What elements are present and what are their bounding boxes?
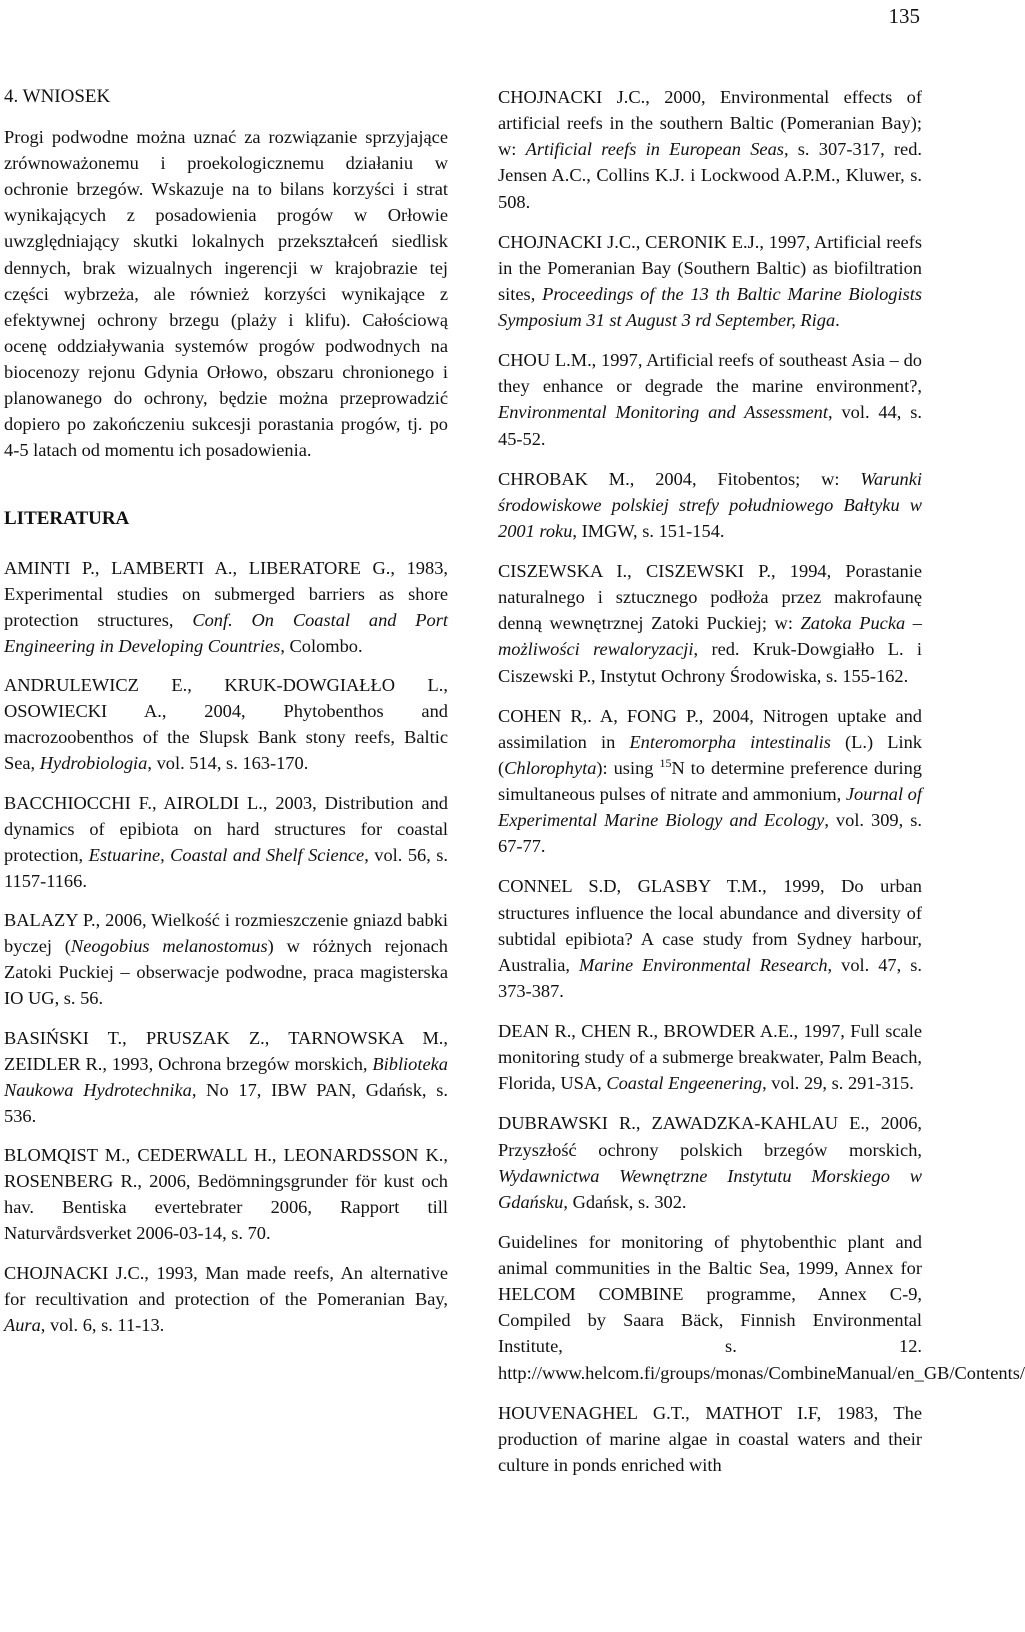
reference-entry: CHOJNACKI J.C., CERONIK E.J., 1997, Artificial reefs in the Pomeranian Bay (Southern Baltic) as biofiltration sites, Proceedings of the 13 th Baltic Marine Biologists Symposium 31 st August 3 rd September, Riga. (498, 231, 922, 330)
reference-entry: CHOU L.M., 1997, Artificial reefs of southeast Asia – do they enhance or degrade the marine environment?, Environmental Monitoring and Assessment, vol. 44, s. 45-52. (498, 350, 922, 449)
reference-entry: BALAZY P., 2006, Wielkość i rozmieszczenie gniazd babki byczej (Neogobius melanostomus) w różnych rejonach Zatoki Puckiej – obserwacje podwodne, praca magisterska IO UG, s. 56. (4, 910, 448, 1009)
reference-entry: HOUVENAGHEL G.T., MATHOT I.F, 1983, The production of marine algae in coastal waters and their culture in ponds enriched with (498, 1402, 922, 1475)
left-column (4, 84, 448, 1351)
reference-entry: Guidelines for monitoring of phytobenthic plant and animal communities in the Baltic Sea, 1999, Annex for HELCOM COMBINE programme, Annex C-9, Compiled by Saara Bäck, Finnish Environmental Institute, s. 12. http://www.helcom.fi/groups/monas/CombineManual/en_GB/Contents/ (498, 1231, 1025, 1383)
literature-heading: LITERATURA (4, 507, 130, 529)
reference-entry: DUBRAWSKI R., ZAWADZKA-KAHLAU E., 2006, Przyszłość ochrony polskich brzegów morskich, Wydawnictwa Wewnętrzne Instytutu Morskiego w Gdańsku, Gdańsk, s. 302. (498, 1113, 922, 1212)
reference-entry: CHROBAK M., 2004, Fitobentos; w: Warunki środowiskowe polskiej strefy południowego Bałtyku w 2001 roku, IMGW, s. 151-154. (498, 468, 922, 541)
right-column (498, 84, 1025, 1492)
reference-entry: BLOMQIST M., CEDERWALL H., LEONARDSSON K., ROSENBERG R., 2006, Bedömningsgrunder för kust och hav. Bentiska evertebrater 2006, Rapport till Naturvårdsverket 2006-03-14, s. 70. (4, 1145, 448, 1244)
page-number: 135 (888, 4, 920, 28)
conclusion-paragraph: Progi podwodne można uznać za rozwiązanie sprzyjające zrównoważonemu i proekologicznemu działaniu w ochronie brzegów. Wskazuje na to bilans korzyści i strat wynikających z posadowienia progów w Orłowie uwzględniający skutki lokalnych przekształceń siedlisk dennych, brak wizualnych ingerencji w krajobrazie tej części wybrzeża, ale również korzyści wynikające z efektywnej ochrony brzegu (plaży i klifu). Całościową ocenę oddziaływania systemów progów podwodnych na biocenozy rejonu Gdynia Orłowo, obszaru chronionego i planowanego do ochrony, będzie można przeprowadzić dopiero po zakończeniu sukcesji porastania progów, tj. po 4-5 latach od momentu ich posadowienia. (4, 126, 448, 461)
reference-entry: CISZEWSKA I., CISZEWSKI P., 1994, Porastanie naturalnego i sztucznego podłoża przez makrofaunę denną wewnętrznej Zatoki Puckiej; w: Zatoka Pucka – możliwości rewaloryzacji, red. Kruk-Dowgiałło L. i Ciszewski P., Instytut Ochrony Środowiska, s. 155-162. (498, 561, 923, 686)
reference-entry: BACCHIOCCHI F., AIROLDI L., 2003, Distribution and dynamics of epibiota on hard structures for coastal protection, Estuarine, Coastal and Shelf Science, vol. 56, s. 1157-1166. (4, 792, 448, 891)
reference-entry: BASIŃSKI T., PRUSZAK Z., TARNOWSKA M., ZEIDLER R., 1993, Ochrona brzegów morskich, Biblioteka Naukowa Hydrotechnika, No 17, IBW PAN, Gdańsk, s. 536. (4, 1027, 448, 1126)
section-title: 4. WNIOSEK (4, 86, 111, 107)
reference-entry: CONNEL S.D, GLASBY T.M., 1999, Do urban structures influence the local abundance and diversity of subtidal epibiota? A case study from Sydney harbour, Australia, Marine Environmental Research, vol. 47, s. 373-387. (498, 876, 922, 1001)
reference-entry: CHOJNACKI J.C., 1993, Man made reefs, An alternative for recultivation and protection of the Pomeranian Bay, Aura, vol. 6, s. 11-13. (4, 1262, 448, 1335)
reference-entry: CHOJNACKI J.C., 2000, Environmental effects of artificial reefs in the southern Baltic (Pomeranian Bay); w: Artificial reefs in European Seas, s. 307-317, red. Jensen A.C., Collins K.J. i Lockwood A.P.M., Kluwer, s. 508. (498, 87, 922, 212)
reference-entry: DEAN R., CHEN R., BROWDER A.E., 1997, Full scale monitoring study of a submerge breakwater, Palm Beach, Florida, USA, Coastal Engeenering, vol. 29, s. 291-315. (498, 1021, 922, 1094)
reference-entry: AMINTI P., LAMBERTI A., LIBERATORE G., 1983, Experimental studies on submerged barriers as shore protection structures, Conf. On Coastal and Port Engineering in Developing Countries, Colombo. (4, 557, 448, 656)
reference-entry: ANDRULEWICZ E., KRUK-DOWGIAŁŁO L., OSOWIECKI A., 2004, Phytobenthos and macrozoobenthos of the Slupsk Bank stony reefs, Baltic Sea, Hydrobiologia, vol. 514, s. 163-170. (4, 675, 448, 774)
reference-entry: COHEN R,. A, FONG P., 2004, Nitrogen uptake and assimilation in Enteromorpha intestinalis (L.) Link (Chlorophyta): using $^{15}$N to determine preference during simultaneous pulses of nitrate and ammonium, Journal of Experimental Marine Biology and Ecology, vol. 309, s. 67-77. (498, 705, 922, 857)
